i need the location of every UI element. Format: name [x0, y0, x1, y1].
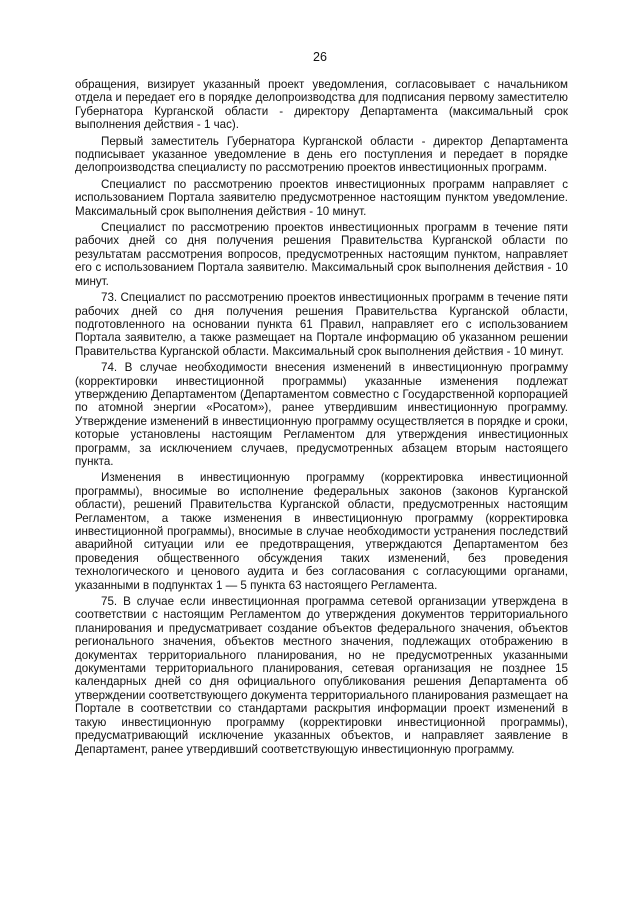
paragraph-continuation: обращения, визирует указанный проект уведомления, согласовывает с начальником отдела и передает его в порядке делопроизводства для подписания первому заместителю Губернатора Курганской области - директору Департамента (максимальный срок выполнения действия - 1 час).: [75, 78, 568, 132]
page-number: 26: [313, 50, 327, 64]
paragraph-item-74-second: Изменения в инвестиционную программу (корректировка инвестиционной программы), вносимые во исполнение федеральных законов (законов Курганской области), решений Правительства Курганской области, предусмотренных настоящим Регламентом, а также изменения в инвестиционную программу (корректировка инвестиционной программы), вносимые в случае необходимости устранения последствий аварийной ситуации или ее предотвращения, утверждаются Департаментом без проведения общественного обсуждения таких изменений, без проведения технологического и ценового аудита и без согласования с согласующими органами, указанными в подпунктах 1 — 5 пункта 63 настоящего Регламента.: [75, 471, 568, 592]
paragraph-item-73: 73. Специалист по рассмотрению проектов инвестиционных программ в течение пяти рабочих дней со дня получения решения Правительства Курганской области, подготовленного на основании пункта 61 Правил, направляет его с использованием Портала заявителю, а также размещает на Портале информацию об указанном решении Правительства Курганской области. Максимальный срок выполнения действия - 10 минут.: [75, 291, 568, 358]
paragraph-specialist-sends-notice: Специалист по рассмотрению проектов инвестиционных программ направляет с использованием Портала заявителю предусмотренное настоящим пунктом уведомление. Максимальный срок выполнения действия - 10 минут.: [75, 177, 568, 218]
paragraph-first-deputy-signs: Первый заместитель Губернатора Курганской области - директор Департамента подписывает указанное уведомление в день его поступления и передает в порядке делопроизводства специалисту по рассмотрению проектов инвестиционных программ.: [75, 134, 568, 175]
document-body: [75, 78, 568, 756]
paragraph-item-74: 74. В случае необходимости внесения изменений в инвестиционную программу (корректировки инвестиционной программы) указанные изменения подлежат утверждению Департаментом (Департаментом совместно с Государственной корпорацией по атомной энергии «Росатом»), ранее утвердившим инвестиционную программу. Утверждение изменений в инвестиционную программу осуществляется в порядке и сроки, которые установлены настоящим Регламентом для утверждения инвестиционных программ, за исключением случаев, предусмотренных абзацем вторым настоящего пункта.: [75, 361, 568, 468]
paragraph-item-75: 75. В случае если инвестиционная программа сетевой организации утверждена в соответствии с настоящим Регламентом до утверждения документов территориального планирования и предусматривает создание объектов федерального значения, объектов регионального значения, объектов местного значения, подлежащих отображению в документах территориального планирования, но не предусмотренных указанными документами территориального планирования, сетевая организация не позднее 15 календарных дней со дня официального опубликования решения Департамента об утверждении соответствующего документа территориального планирования размещает на Портале в соответствии со стандартами раскрытия информации проект изменений в такую инвестиционную программу (корректировки инвестиционной программы), предусматривающий исключение указанных объектов, и направляет заявление в Департамент, ранее утвердивший соответствующую инвестиционную программу.: [75, 595, 568, 756]
paragraph-specialist-five-days: Специалист по рассмотрению проектов инвестиционных программ в течение пяти рабочих дней со дня получения решения Правительства Курганской области по результатам рассмотрения вопросов, предусмотренных настоящим пунктом, направляет его с использованием Портала заявителю. Максимальный срок выполнения действия - 10 минут.: [75, 221, 568, 288]
